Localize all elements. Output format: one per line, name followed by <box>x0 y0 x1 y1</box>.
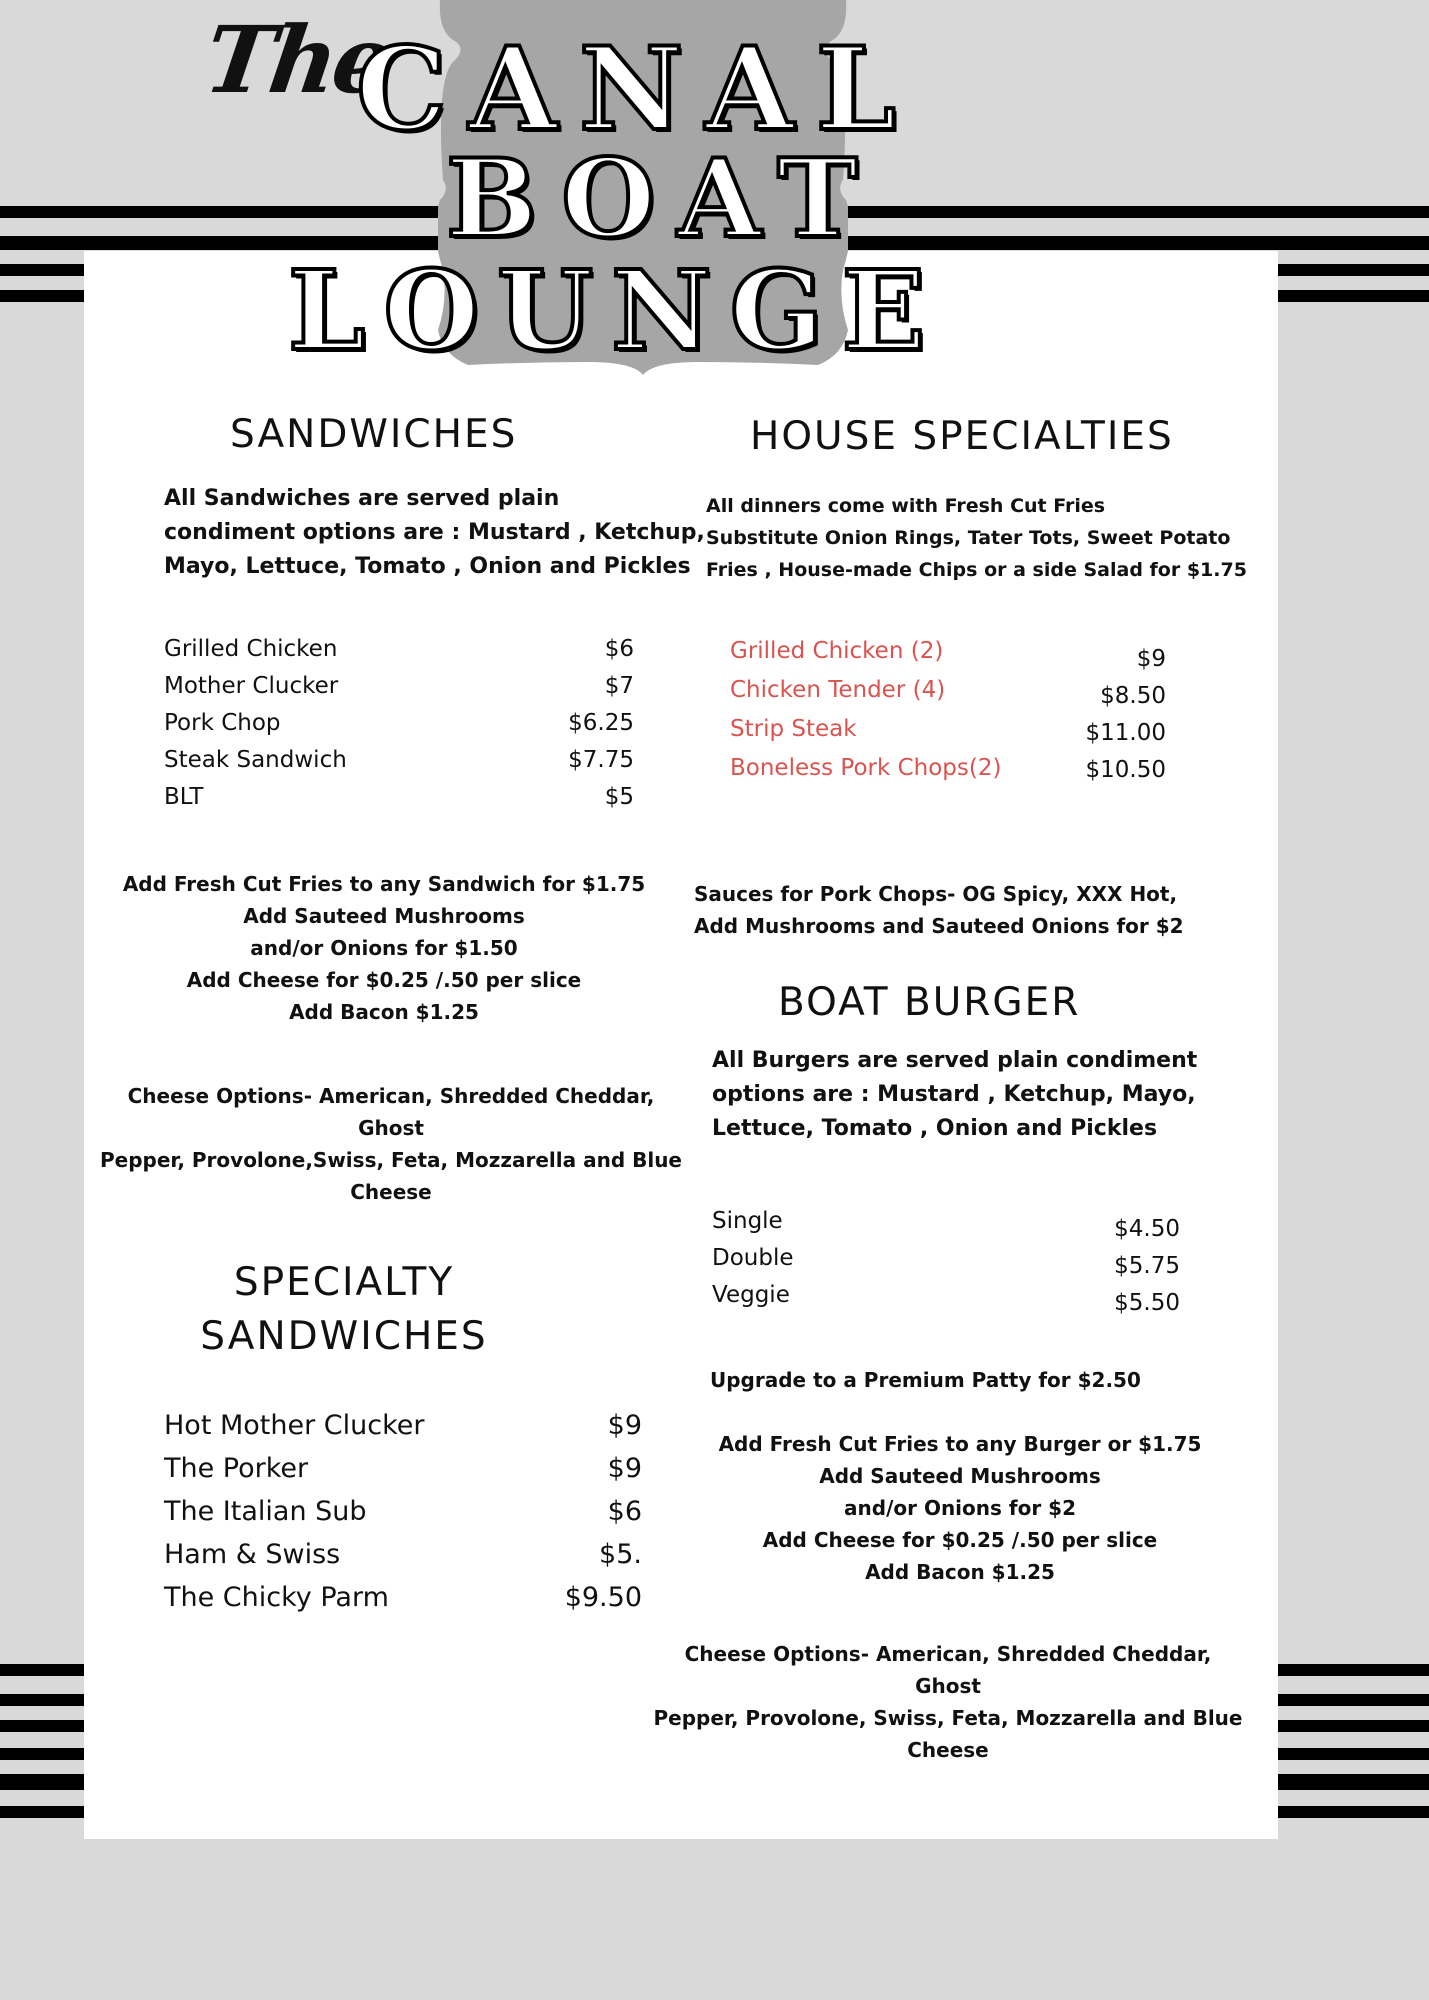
list-item: The Chicky Parm $9.50 <box>164 1582 642 1613</box>
list-item: Boneless Pork Chops(2) $10.50 <box>730 755 1166 783</box>
list-item: The Porker $9 <box>164 1453 642 1484</box>
sandwiches-addons: Add Fresh Cut Fries to any Sandwich for $1.75 Add Sauteed Mushrooms and/or Onions for $1.50 Add Cheese for $0.25 /.50 per slice Add Bacon $1.25 <box>122 872 646 1024</box>
burger-cheese-options: Cheese Options- American, Shredded Cheddar, Ghost Pepper, Provolone, Swiss, Feta, Mozzarella and Blue Cheese <box>653 1642 1243 1762</box>
list-item: The Italian Sub $6 <box>164 1496 642 1527</box>
list-item: Ham & Swiss $5. <box>164 1539 642 1570</box>
sandwiches-cheese-options: Cheese Options- American, Shredded Cheddar, Ghost Pepper, Provolone,Swiss, Feta, Mozzarella and Blue Cheese <box>99 1084 682 1204</box>
list-item: Steak Sandwich $7.75 <box>164 747 634 773</box>
list-item: Strip Steak $11.00 <box>730 716 1166 746</box>
logo-canal: CANAL <box>356 22 918 156</box>
boat-burger-heading: BOAT BURGER <box>778 980 1081 1025</box>
logo-boat: BOAT <box>446 136 880 262</box>
list-item: Pork Chop $6.25 <box>164 710 634 736</box>
house-sauces: Sauces for Pork Chops- OG Spicy, XXX Hot, Add Mushrooms and Sauteed Onions for $2 <box>694 882 1184 938</box>
logo-lounge: LOUNGE <box>288 246 944 375</box>
burger-upgrade: Upgrade to a Premium Patty for $2.50 <box>710 1368 1141 1392</box>
specialty-heading: SPECIALTY SANDWICHES <box>200 1260 488 1359</box>
list-item: Mother Clucker $7 <box>164 673 634 699</box>
sandwiches-intro: All Sandwiches are served plain condiment options are : Mustard , Ketchup, Mayo, Lettuce, Tomato , Onion and Pickles <box>164 486 705 579</box>
list-item: BLT $5 <box>164 784 634 810</box>
burger-addons: Add Fresh Cut Fries to any Burger or $1.75 Add Sauteed Mushrooms and/or Onions for $2 Add Cheese for $0.25 /.50 per slice Add Bacon $1.25 <box>718 1432 1202 1584</box>
sandwiches-heading: SANDWICHES <box>230 412 518 457</box>
list-item: Double $5.75 <box>712 1245 1180 1279</box>
list-item: Veggie $5.50 <box>712 1282 1180 1316</box>
list-item: Single $4.50 <box>712 1208 1180 1242</box>
list-item: Chicken Tender (4) $8.50 <box>730 677 1166 709</box>
house-intro: All dinners come with Fresh Cut Fries Substitute Onion Rings, Tater Tots, Sweet Potato Fries , House-made Chips or a side Salad for $1.75 <box>706 495 1247 581</box>
list-item: Grilled Chicken $6 <box>164 636 634 662</box>
list-item: Hot Mother Clucker $9 <box>164 1410 642 1441</box>
logo-the: The <box>198 6 396 114</box>
list-item: Grilled Chicken (2) $9 <box>730 638 1166 672</box>
burger-intro: All Burgers are served plain condiment options are : Mustard , Ketchup, Mayo, Lettuce, Tomato , Onion and Pickles <box>712 1048 1198 1141</box>
house-specialties-heading: HOUSE SPECIALTIES <box>750 414 1174 459</box>
